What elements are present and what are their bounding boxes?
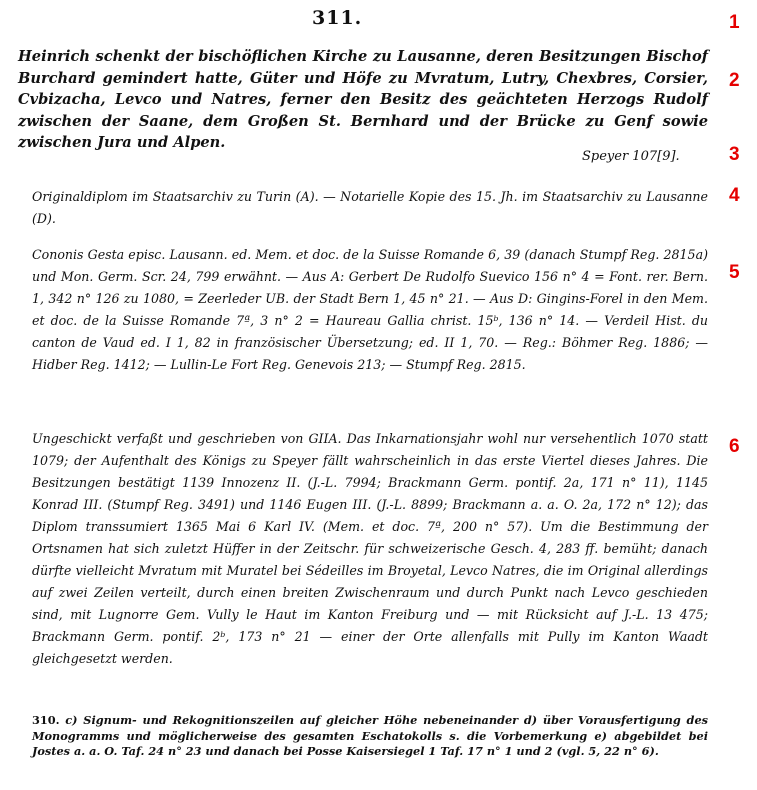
footnote-label: 310. bbox=[32, 713, 60, 727]
paragraph-editions: Cononis Gesta episc. Lausann. ed. Mem. et doc. de la Suisse Romande 6, 39 (danach Stumpf Reg. 2815a) und Mon. Germ. Scr. 24, 799 erwähnt. — Aus A: Gerbert De Rudolfo Suevico 156 n° 4 = Font. rer. Bern. 1, 342 n° 126 zu 1080, = Zeerleder UB. der Stadt Bern 1, 45 n° 21. — Aus D: Gingins-Forel in den Mem. et doc. de la Suisse Romande 7ª, 3 n° 2 = Haureau Gallia christ. 15ᵇ, 136 n° 14. — Verdeil Hist. du canton de Vaud ed. I 1, 82 in französischer Übersetzung; ed. II 1, 70. — Reg.: Böhmer Reg. 1886; — Hidber Reg. 1412; — Lullin-Le Fort Reg. Genevois 213; — Stumpf Reg. 2815. bbox=[32, 247, 708, 372]
marker-6: 6 bbox=[729, 436, 740, 457]
marker-4: 4 bbox=[729, 185, 740, 206]
marker-2: 2 bbox=[729, 70, 740, 91]
paragraph-tradition: Originaldiplom im Staatsarchiv zu Turin (A). — Notarielle Kopie des 15. Jh. im Staatsarchiv zu Lausanne (D). bbox=[32, 189, 708, 226]
document-summary: Heinrich schenkt der bischöflichen Kirche zu Lausanne, deren Besitzungen Bischof Burchard gemindert hatte, Güter und Höfe zu Mvratum, Lutry, Chexbres, Corsier, Cvbizacha, Levco und Natres, ferner den Besitz des geächteten Herzogs Rudolf zwischen der Saane, dem Großen St. Bernhard und der Brücke zu Genf sowie zwischen Jura und Alpen. bbox=[18, 48, 708, 151]
marker-5: 5 bbox=[729, 262, 740, 283]
marker-1: 1 bbox=[729, 12, 740, 33]
footnote bbox=[32, 713, 708, 760]
document-number: 311. bbox=[312, 7, 363, 29]
paragraph-commentary: Ungeschickt verfaßt und geschrieben von GIIA. Das Inkarnationsjahr wohl nur versehentlich 1070 statt 1079; der Aufenthalt des Königs zu Speyer fällt wahrscheinlich in das erste Viertel dieses Jahres. Die Besitzungen bestätigt 1139 Innozenz II. (J.-L. 7994; Brackmann Germ. pontif. 2a, 171 n° 11), 1145 Konrad III. (Stumpf Reg. 3491) und 1146 Eugen III. (J.-L. 8899; Brackmann a. a. O. 2a, 172 n° 12); das Diplom transsumiert 1365 Mai 6 Karl IV. (Mem. et doc. 7ª, 200 n° 57). Um die Bestimmung der Ortsnamen hat sich zuletzt Hüffer in der Zeitschr. für schweizerische Gesch. 4, 283 ff. bemüht; danach dürfte vielleicht Mvratum mit Muratel bei Sédeilles im Broyetal, Levco Natres, die im Original allerdings auf zwei Zeilen verteilt, durch einen breiten Zwischenraum und durch Punkt nach Levco geschieden sind, mit Lugnorre Gem. Vully le Haut im Kanton Freiburg und — mit Rücksicht auf J.-L. 13 475; Brackmann Germ. pontif. 2ᵇ, 173 n° 21 — einer der Orte allenfalls mit Pully im Kanton Waadt gleichgesetzt werden. bbox=[32, 431, 708, 666]
footnote-text: c) Signum- und Rekognitionszeilen auf gleicher Höhe nebeneinander d) über Vorausfertigung des Monogramms und möglicherweise des gesamten Eschatokolls s. die Vorbemerkung e) abgebildet bei Jostes a. a. O. Taf. 24 n° 23 und danach bei Posse Kaisersiegel 1 Taf. 17 n° 1 und 2 (vgl. 5, 22 n° 6). bbox=[32, 713, 708, 758]
place-date: Speyer 107[9]. bbox=[582, 149, 680, 164]
marker-3: 3 bbox=[729, 144, 740, 165]
